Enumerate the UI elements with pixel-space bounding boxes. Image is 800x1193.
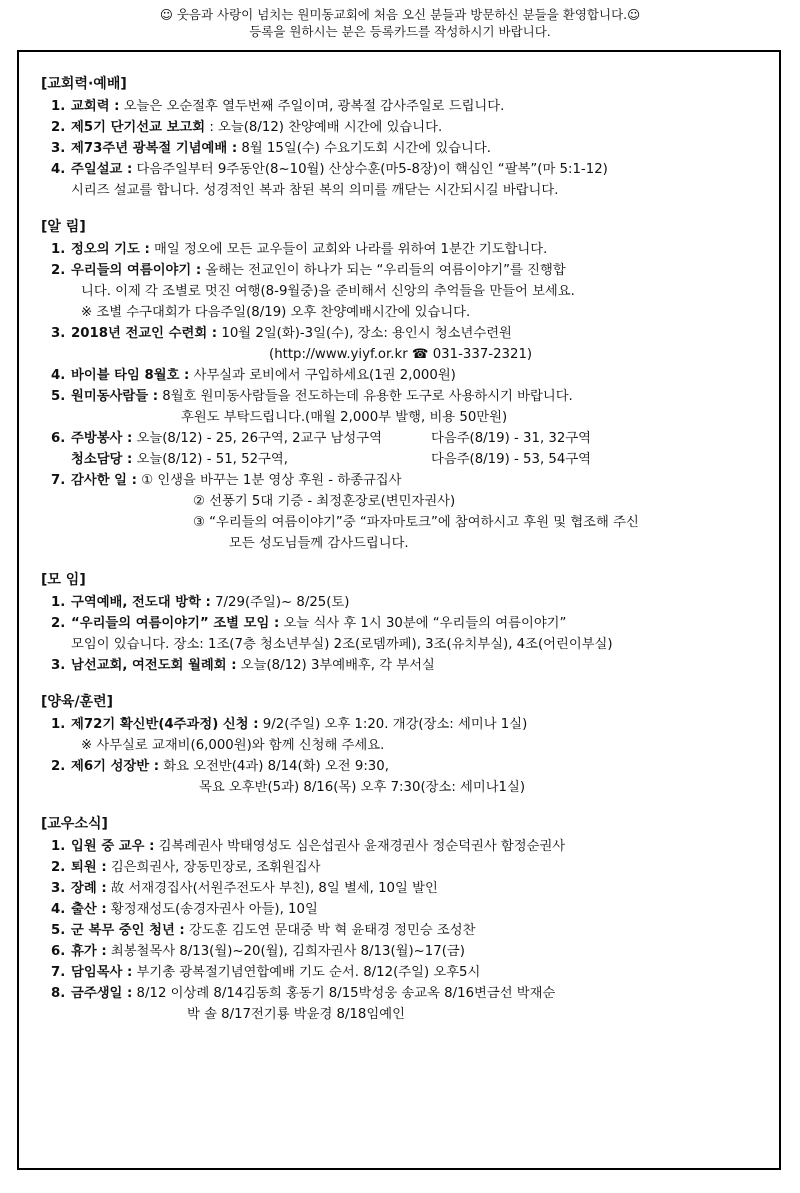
section-notices (41, 217, 769, 554)
item-title: 우리들의 여름이야기 : (71, 263, 202, 278)
list-item (41, 613, 769, 634)
item-title: 군 복무 중인 청년 : (71, 923, 185, 938)
item-number: 5. (51, 389, 66, 404)
item-text: 사무실과 로비에서 구입하세요(1권 2,000원) (189, 368, 456, 383)
retreat-website: (http://www.yiyf.or.kr ☎ 031-337-2321) (269, 347, 533, 362)
welcome-header (0, 6, 800, 40)
item-number: 3. (51, 326, 66, 341)
list-item (41, 365, 769, 386)
item-number: 2. (51, 263, 66, 278)
section-training (41, 692, 769, 798)
list-item (41, 428, 769, 449)
welcome-line: ☺ 웃음과 사랑이 넘치는 원미동교회에 처음 오신 분들과 방문하신 분들을 환영합니다.☺ (159, 7, 641, 22)
item-text: ① 인생을 바꾸는 1분 영상 후원 - 하종규집사 (136, 473, 402, 488)
section-title: [알 림] (41, 219, 86, 235)
item-text: 오늘(8/12) - 25, 26구역, 2교구 남성구역 (132, 431, 382, 446)
item-number: 7. (51, 473, 66, 488)
list-item (41, 714, 769, 735)
item-number: 2. (51, 759, 66, 774)
item-text: 오늘 식사 후 1시 30분에 “우리들의 여름이야기” (279, 616, 567, 631)
item-text: 9/2(주일) 오후 1:20. 개강(장소: 세미나 1실) (258, 717, 528, 732)
item-title: 제5기 단기선교 보고회 (71, 120, 206, 135)
list-item (41, 899, 769, 920)
item-continuation: ② 선풍기 5대 기증 - 최정훈장로(변민자권사) (193, 494, 456, 509)
item-number: 1. (51, 717, 66, 732)
item-title: 주방봉사 : (71, 431, 133, 446)
item-title: 담임목사 : (71, 965, 133, 980)
list-item (41, 117, 769, 138)
item-number: 7. (51, 965, 66, 980)
item-title: “우리들의 여름이야기” 조별 모임 : (71, 616, 280, 631)
item-title: 입원 중 교우 : (71, 839, 155, 854)
item-title: 청소담당 : (71, 452, 133, 467)
item-continuation: 목요 오후반(5과) 8/16(목) 오후 7:30(장소: 세미나1실) (199, 780, 526, 795)
list-item (41, 983, 769, 1004)
item-text: 故 서재경집사(서원주전도사 부친), 8일 별세, 10일 발인 (106, 881, 438, 896)
list-item (41, 138, 769, 159)
section-member-news (41, 814, 769, 1025)
item-number: 1. (51, 242, 66, 257)
item-number: 1. (51, 839, 66, 854)
item-continuation: 모임이 있습니다. 장소: 1조(7층 청소년부실) 2조(로뎀까페), 3조(유치부실), 4조(어린이부실) (71, 637, 613, 652)
item-continuation: 후원도 부탁드립니다.(매월 2,000부 발행, 비용 50만원) (181, 410, 508, 425)
item-text: 최봉철목사 8/13(월)~20(월), 김희자권사 8/13(월)~17(금) (106, 944, 465, 959)
item-text: 오늘은 오순절후 열두번째 주일이며, 광복절 감사주일로 드립니다. (119, 99, 505, 114)
item-title: 구역예배, 전도대 방학 : (71, 595, 211, 610)
item-text: 김은희권사, 장동민장로, 조휘원집사 (106, 860, 321, 875)
list-item (41, 260, 769, 281)
item-title: 장례 : (71, 881, 107, 896)
item-number: 2. (51, 860, 66, 875)
item-number: 4. (51, 902, 66, 917)
list-item (41, 857, 769, 878)
item-text: 8월 15일(수) 수요기도회 시간에 있습니다. (237, 141, 491, 156)
list-item (41, 836, 769, 857)
item-number: 2. (51, 120, 66, 135)
item-number: 1. (51, 99, 66, 114)
item-title: 정오의 기도 : (71, 242, 150, 257)
registration-line: 등록을 원하시는 분은 등록카드를 작성하시기 바랍니다. (249, 24, 551, 39)
list-item (41, 323, 769, 344)
item-number: 8. (51, 986, 66, 1001)
list-item (41, 962, 769, 983)
item-title: 제6기 성장반 : (71, 759, 160, 774)
item-title: 바이블 타임 8월호 : (71, 368, 190, 383)
item-title: 남선교회, 여전도회 월례회 : (71, 658, 237, 673)
section-worship (41, 74, 769, 201)
item-text: 다음주(8/19) - 31, 32구역 (431, 431, 592, 446)
item-number: 6. (51, 431, 66, 446)
item-title: 교회력 : (71, 99, 120, 114)
list-item (41, 159, 769, 180)
item-continuation: 시리즈 설교를 합니다. 성경적인 복과 참된 복의 의미를 깨닫는 시간되시길 바랍니다. (71, 183, 559, 198)
item-text: : 오늘(8/12) 찬양예배 시간에 있습니다. (205, 120, 443, 135)
list-item (41, 920, 769, 941)
item-number: 4. (51, 162, 66, 177)
item-number: 3. (51, 881, 66, 896)
item-text: 다음주일부터 9주동안(8~10월) 산상수훈(마5-8장)이 핵심인 “팔복”(마 5:1-12) (132, 162, 608, 177)
section-meetings (41, 570, 769, 676)
list-item (41, 239, 769, 260)
list-item (41, 96, 769, 117)
bulletin-content (41, 74, 769, 1041)
item-text: 오늘(8/12) - 51, 52구역, (132, 452, 288, 467)
item-title: 원미동사람들 : (71, 389, 159, 404)
item-title: 출산 : (71, 902, 107, 917)
item-title: 금주생일 : (71, 986, 133, 1001)
item-number: 6. (51, 944, 66, 959)
item-text: 10월 2일(화)-3일(수), 장소: 용인시 청소년수련원 (217, 326, 512, 341)
section-title: [교우소식] (41, 816, 108, 832)
item-title: 제73주년 광복절 기념예배 : (71, 141, 238, 156)
item-text: 8/12 이상례 8/14김동희 홍동기 8/15박성웅 송교옥 8/16변금선 박재순 (132, 986, 556, 1001)
item-number: 4. (51, 368, 66, 383)
item-continuation: ③ “우리들의 여름이야기”중 “파자마토크”에 참여하시고 후원 및 협조해 주신 (193, 515, 639, 530)
item-text: 오늘(8/12) 3부예배후, 각 부서실 (236, 658, 435, 673)
item-continuation: 박 솔 8/17전기룡 박윤경 8/18임예인 (187, 1007, 405, 1022)
item-title: 감사한 일 : (71, 473, 137, 488)
list-item (41, 592, 769, 613)
item-title: 2018년 전교인 수련회 : (71, 326, 218, 341)
item-number: 3. (51, 141, 66, 156)
item-continuation: 모든 성도님들께 감사드립니다. (229, 536, 409, 551)
item-number: 1. (51, 595, 66, 610)
item-text: 강도훈 김도연 문대중 박 혁 윤태경 정민승 조성찬 (184, 923, 476, 938)
list-item (41, 655, 769, 676)
item-text: 부기총 광복절기념연합예배 기도 순서. 8/12(주일) 오후5시 (132, 965, 481, 980)
item-number: 2. (51, 616, 66, 631)
section-title: [양육/훈련] (41, 694, 114, 710)
list-item (41, 756, 769, 777)
section-title: [교회력·예배] (41, 76, 127, 92)
item-title: 제72기 확신반(4주과정) 신청 : (71, 717, 259, 732)
item-number: 5. (51, 923, 66, 938)
item-text: 황정재성도(송경자권사 아들), 10일 (106, 902, 318, 917)
item-text: 8월호 원미동사람들을 전도하는데 유용한 도구로 사용하시기 바랍니다. (158, 389, 573, 404)
list-item (41, 449, 769, 470)
item-text: 김복례권사 박태영성도 심은섭권사 윤재경권사 정순덕권사 함정순권사 (154, 839, 566, 854)
item-title: 주일설교 : (71, 162, 133, 177)
section-title: [모 임] (41, 572, 86, 588)
item-text: 올해는 전교인이 하나가 되는 “우리들의 여름이야기”를 진행합 (201, 263, 566, 278)
list-item (41, 386, 769, 407)
item-number: 3. (51, 658, 66, 673)
item-title: 휴가 : (71, 944, 107, 959)
item-continuation: 니다. 이제 각 조별로 멋진 여행(8-9월중)을 준비해서 신앙의 추억들을 만들어 보세요. (81, 284, 575, 299)
item-text: 7/29(주일)~ 8/25(토) (210, 595, 350, 610)
item-title: 퇴원 : (71, 860, 107, 875)
list-item (41, 878, 769, 899)
item-note: ※ 사무실로 교재비(6,000원)와 함께 신청해 주세요. (81, 738, 385, 753)
item-text: 화요 오전반(4과) 8/14(화) 오전 9:30, (159, 759, 389, 774)
item-text: 매일 정오에 모든 교우들이 교회와 나라를 위하여 1분간 기도합니다. (149, 242, 548, 257)
bulletin-box (17, 50, 781, 1170)
list-item (41, 470, 769, 491)
item-text: 다음주(8/19) - 53, 54구역 (431, 452, 592, 467)
list-item (41, 941, 769, 962)
item-note: ※ 조별 수구대회가 다음주일(8/19) 오후 찬양예배시간에 있습니다. (81, 305, 471, 320)
